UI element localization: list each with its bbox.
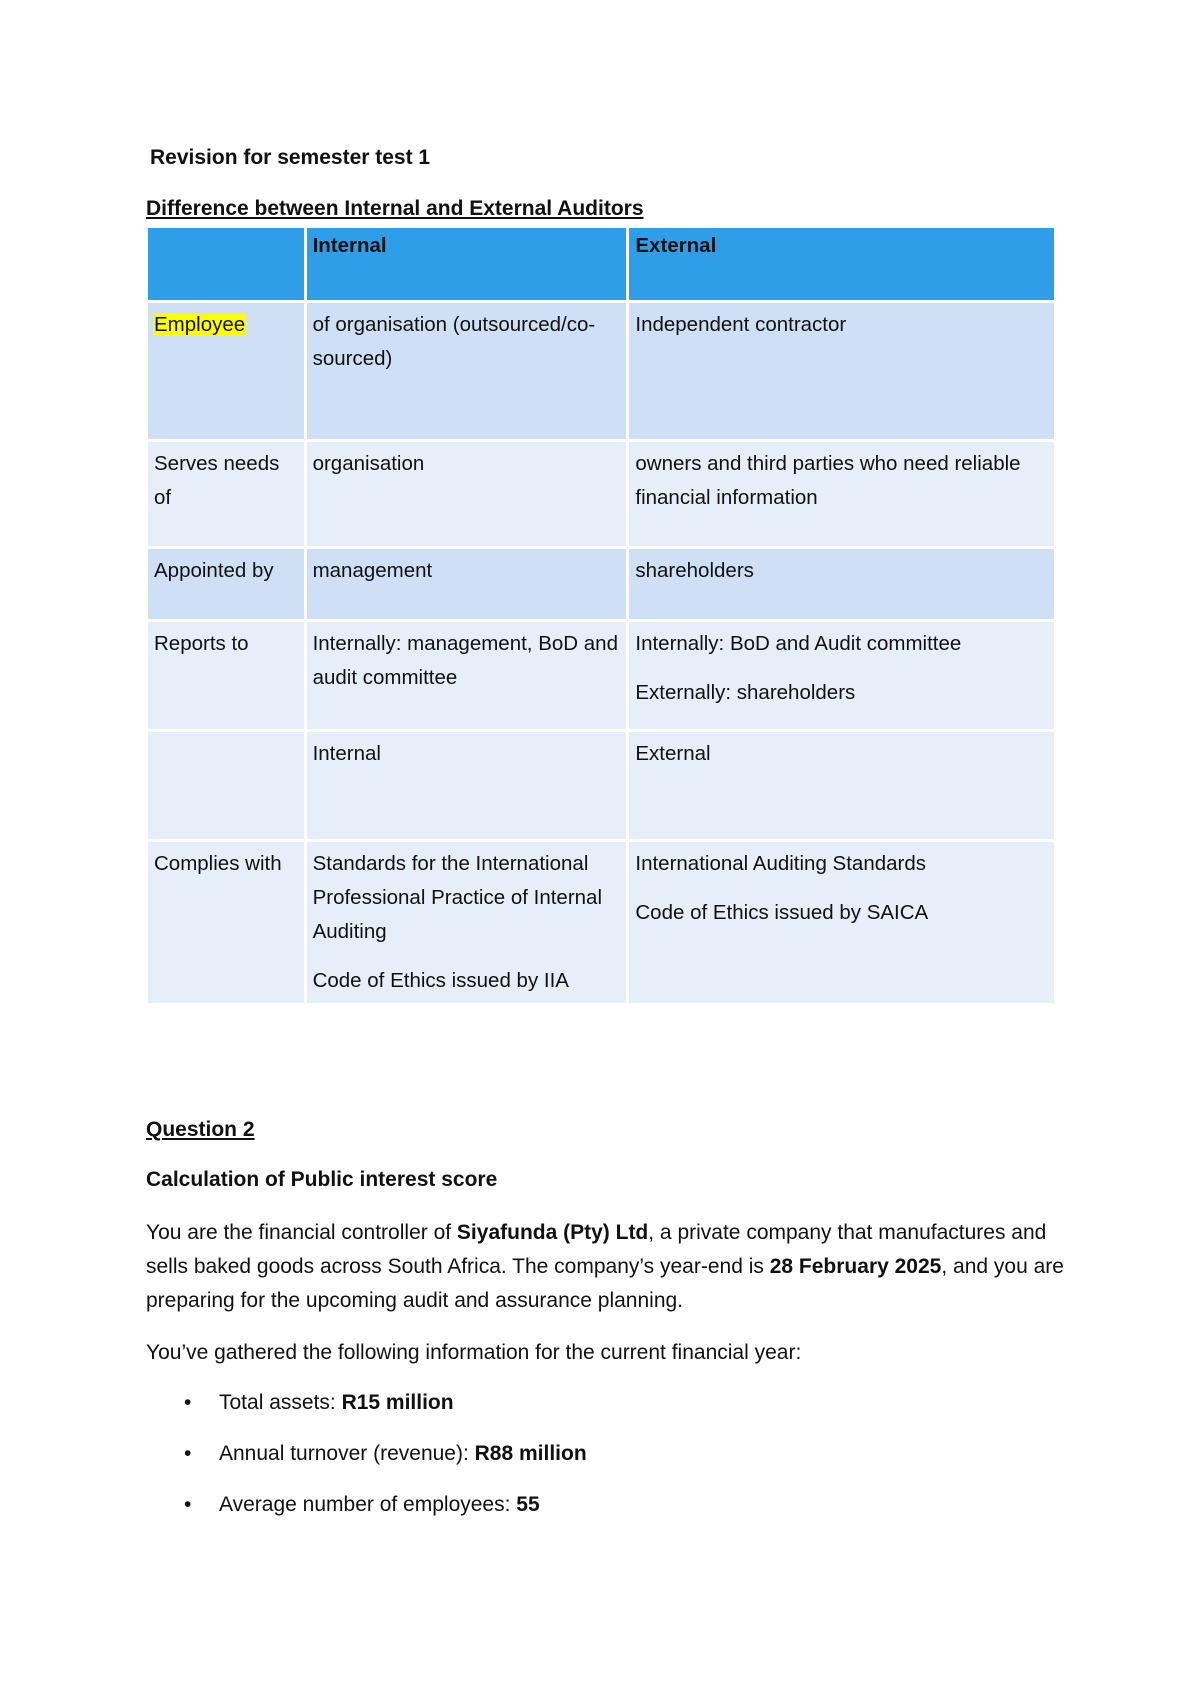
cell-text: owners and third parties who need reliable financial information (635, 452, 1021, 509)
row-label (148, 732, 304, 839)
cell-text: Internally: BoD and Audit committee (635, 632, 962, 655)
cell-text: Externally: shareholders (635, 681, 856, 704)
text-run: , and you are preparing for the upcoming audit and assurance planning. (146, 1255, 1064, 1312)
bullet-icon: • (184, 1442, 192, 1465)
fact-label: Total assets: (219, 1391, 342, 1414)
row-label (148, 303, 304, 439)
header-cell-external: External (629, 228, 1054, 300)
cell-text: of organisation (outsourced/co-sourced) (312, 313, 596, 370)
list-item (146, 1386, 1046, 1420)
cell-text: Code of Ethics issued by SAICA (635, 901, 929, 924)
cell-text: Internal (312, 742, 381, 765)
external-cell (629, 842, 1054, 1003)
header-cell-internal: Internal (307, 228, 627, 300)
internal-cell (307, 442, 627, 546)
cell-text: International Auditing Standards (635, 852, 926, 875)
fact-value: R15 million (341, 1391, 454, 1414)
text-run: You are the financial controller of (146, 1221, 457, 1244)
header-cell-empty (148, 228, 304, 300)
row-label: Serves needs of (148, 442, 304, 546)
table-row (148, 442, 1054, 546)
question-subheading: Calculation of Public interest score (146, 1168, 498, 1191)
external-cell (629, 303, 1054, 439)
table-row (148, 303, 1054, 439)
table-header-row (148, 228, 1054, 300)
fact-label: Annual turnover (revenue): (219, 1442, 475, 1465)
fact-value: R88 million (474, 1442, 587, 1465)
row-label: Reports to (148, 622, 304, 729)
cell-text: Internally: management, BoD and audit committee (312, 632, 618, 689)
list-item (146, 1488, 1046, 1522)
internal-cell (307, 842, 627, 1003)
table-row (148, 732, 1054, 839)
cell-text: External (635, 742, 711, 765)
text-run: , a private company that manufactures and sells baked goods across South Africa. The company’s year-end is (146, 1221, 1047, 1278)
row-label: Appointed by (148, 549, 304, 619)
cell-text: management (312, 559, 433, 582)
scenario-paragraph (146, 1216, 1066, 1318)
internal-cell (307, 732, 627, 839)
facts-list (146, 1386, 1046, 1539)
external-cell (629, 442, 1054, 546)
cell-text: Standards for the International Professional Practice of Internal Auditing (312, 852, 603, 943)
cell-text: Independent contractor (635, 313, 847, 336)
bullet-icon: • (184, 1493, 192, 1516)
highlighted-label: Employee (154, 313, 246, 336)
document-title: Revision for semester test 1 (150, 146, 431, 169)
info-intro-paragraph: You’ve gathered the following information for the current financial year: (146, 1341, 802, 1364)
internal-cell (307, 549, 627, 619)
table-row (148, 842, 1054, 1003)
internal-cell (307, 303, 627, 439)
auditor-comparison-table (145, 225, 1057, 1006)
fact-value: 55 (516, 1493, 540, 1516)
table-row (148, 622, 1054, 729)
cell-text: organisation (312, 452, 425, 475)
internal-cell (307, 622, 627, 729)
bullet-icon: • (184, 1391, 192, 1414)
row-label: Complies with (148, 842, 304, 1003)
external-cell (629, 732, 1054, 839)
year-end-date: 28 February 2025 (769, 1255, 942, 1278)
cell-text: Code of Ethics issued by IIA (312, 969, 569, 992)
question-heading: Question 2 (146, 1118, 255, 1141)
external-cell (629, 549, 1054, 619)
external-cell (629, 622, 1054, 729)
fact-label: Average number of employees: (219, 1493, 517, 1516)
table-row (148, 549, 1054, 619)
table-heading: Difference between Internal and External Auditors (146, 197, 644, 220)
company-name: Siyafunda (Pty) Ltd (456, 1221, 649, 1244)
list-item (146, 1437, 1046, 1471)
cell-text: shareholders (635, 559, 754, 582)
